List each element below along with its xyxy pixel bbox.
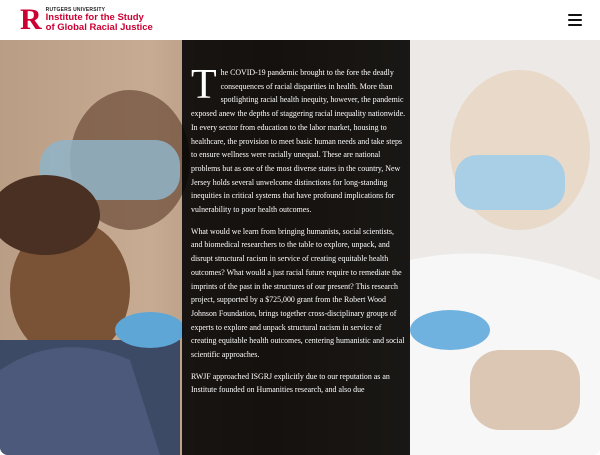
institute-logo[interactable] bbox=[20, 3, 153, 36]
logo-institute-line-1: Institute for the Study bbox=[45, 12, 144, 23]
rutgers-r-logo-mark: R bbox=[20, 3, 42, 36]
article-text-panel bbox=[182, 40, 410, 455]
dropcap-letter: T bbox=[191, 62, 217, 108]
article-paragraph-3: RWJF approached ISGRJ explicitly due to our reputation as an Institute founded on Humanities research, and also due bbox=[191, 371, 390, 395]
article-paragraph-1 bbox=[191, 62, 406, 217]
logo-institute-line-2: of Global Racial Justice bbox=[45, 22, 153, 33]
logo-wordmark bbox=[46, 7, 153, 33]
hamburger-menu-icon[interactable] bbox=[568, 13, 582, 27]
article-paragraph-2: What would we learn from bringing humanists, social scientists, and biomedical researchers to the table to explore, unpack, and disrupt structural racism in service of creating equitable health outcomes? What would a just racial future require to remediate the imprints of the past in the structures of our present? This research project, supported by a $725,000 grant from the Robert Wood Johnson Foundation, brings together cross-disciplinary groups of experts to explore and unpack structural racism in service of creating equitable health outcomes, centering humanistic and social scientific approaches. bbox=[191, 226, 405, 360]
menu-bar-top bbox=[568, 14, 582, 16]
site-header bbox=[0, 0, 600, 40]
article-paragraph-1-text: he COVID-19 pandemic brought to the fore the deadly consequences of racial disparities in health. More than spotlighting racial health inequity, however, the pandemic exposed anew the depths of staggering racial inequality nationwide. In every sector from education to the labor market, housing to healthcare, the provision to meet basic human needs and take steps to ensure wellness were racially unequal. These are national problems but as one of the most diverse states in the country, New Jersey holds several unwelcome distinctions for long-standing inequities in critical systems that have profound implications for vulnerability to poor health outcomes. bbox=[191, 68, 406, 215]
menu-bar-middle bbox=[568, 19, 582, 21]
hero-section bbox=[0, 40, 600, 455]
logo-university-name: RUTGERS UNIVERSITY bbox=[45, 7, 106, 13]
menu-bar-bottom bbox=[568, 24, 582, 26]
